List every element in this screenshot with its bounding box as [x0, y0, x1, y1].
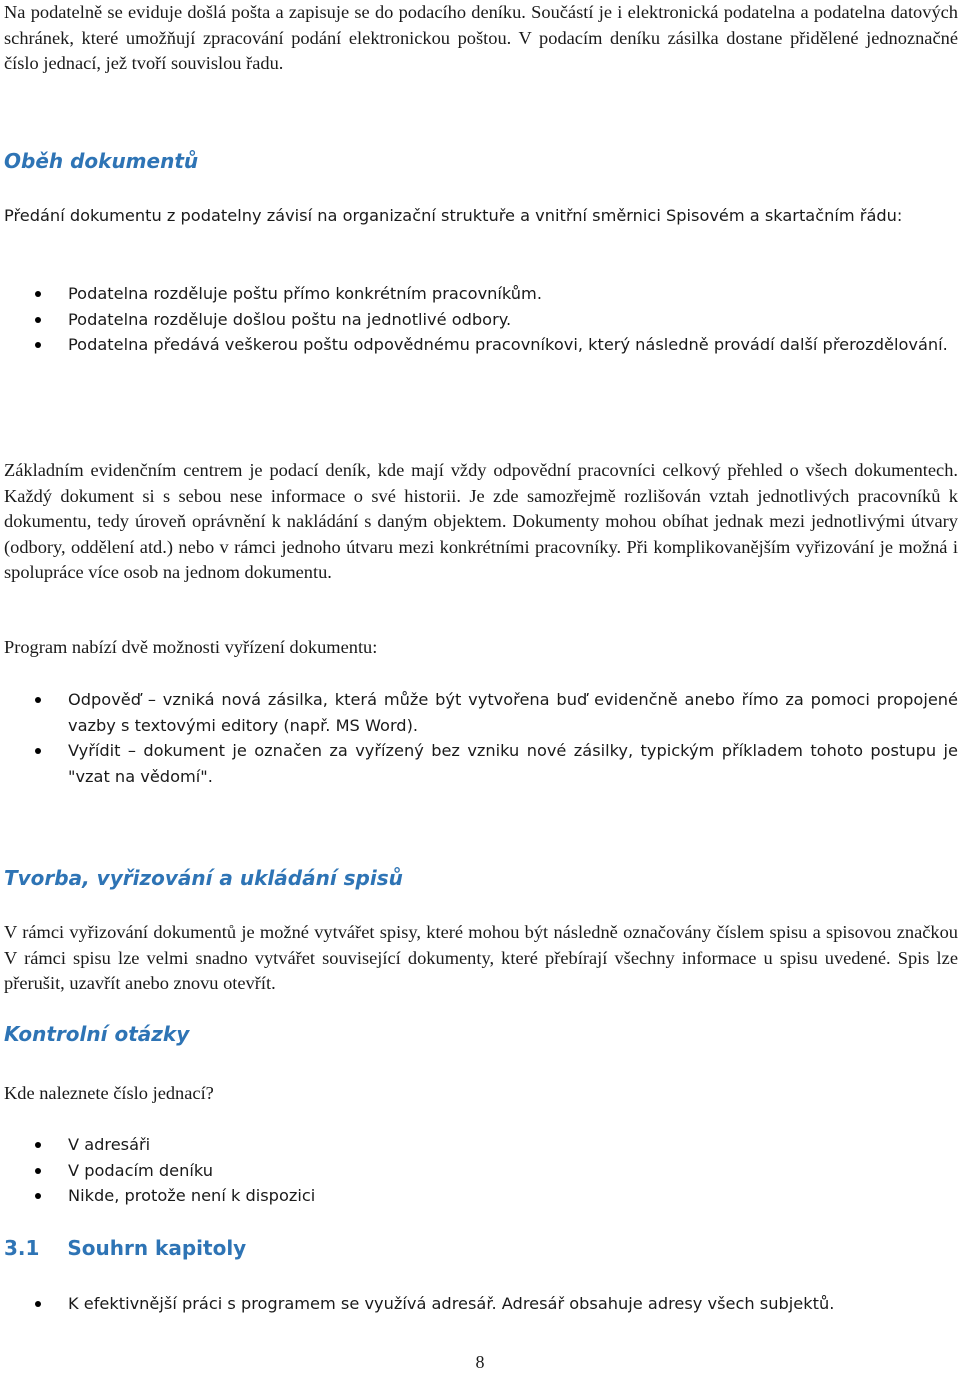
souhrn-bullet-list — [4, 1291, 958, 1317]
page-number: 8 — [475, 1352, 485, 1372]
bullet-icon — [35, 1301, 41, 1307]
obeh-paragraph: Předání dokumentu z podatelny závisí na organizační struktuře a vnitřní směrnici Spisovém a skartačním řádu: — [4, 206, 903, 225]
list-item: Odpověď – vzniká nová zásilka, která může být vytvořena buď evidenčně anebo římo za pomoci propojené vazby s textovými editory (např. MS Word). — [4, 687, 958, 738]
obeh-bullet-list — [4, 281, 958, 358]
evidence-paragraph: Základním evidenčním centrem je podací deník, kde mají vždy odpovědní pracovníci celkový přehled o všech dokumentech. Každý dokument si s sebou nese informace o své historii. Je zde samozřejmě rozlišován vztah jednotlivých pracovníků k dokumentu, tedy úroveň oprávnění k nakládání s daným objektem. Dokumenty mohou obíhat jednak mezi jednotlivými útvary (odbory, oddělení atd.) nebo v rámci jednoho útvaru mezi konkrétními pracovníky. Při komplikovanějším vyřizování je možná i spolupráce více osob na jednom dokumentu. — [4, 460, 958, 583]
options-intro-paragraph: Program nabízí dvě možnosti vyřízení dokumentu: — [4, 637, 378, 657]
heading-tvorba-spisu: Tvorba, vyřizování a ukládání spisů — [4, 866, 403, 890]
list-item: Podatelna rozděluje došlou poštu na jednotlivé odbory. — [4, 307, 958, 333]
heading-obeh-dokumentu: Oběh dokumentů — [4, 149, 199, 173]
bullet-icon — [35, 697, 41, 703]
list-item: K efektivnější práci s programem se využívá adresář. Adresář obsahuje adresy všech subjektů. — [4, 1291, 958, 1317]
options-bullet-list — [4, 687, 958, 789]
list-item: V podacím deníku — [4, 1158, 958, 1184]
bullet-icon — [35, 291, 41, 297]
answers-list — [4, 1132, 958, 1209]
bullet-icon — [35, 1142, 41, 1148]
bullet-icon — [35, 1193, 41, 1199]
heading-kontrolni-otazky: Kontrolní otázky — [4, 1022, 190, 1046]
bullet-icon — [35, 342, 41, 348]
intro-paragraph: Na podatelně se eviduje došlá pošta a zapisuje se do podacího deníku. Součástí je i elektronická podatelna a podatelna datových schránek, které umožňují zpracování podání elektronickou poštou. V podacím deníku zásilka dostane přidělené jednoznačné číslo jednací, jež tvoří souvislou řadu. — [4, 2, 958, 74]
tvorba-paragraph: V rámci vyřizování dokumentů je možné vytvářet spisy, které mohou být následně označovány číslem spisu a spisovou značkou V rámci spisu lze velmi snadno vytvářet související dokumenty, které přebírají všechny informace u spisu uvedené. Spis lze přerušit, uzavřít anebo znovu otevřít. — [4, 922, 958, 994]
bullet-icon — [35, 1168, 41, 1174]
bullet-icon — [35, 317, 41, 323]
list-item: V adresáři — [4, 1132, 958, 1158]
section-title: Souhrn kapitoly — [67, 1236, 247, 1260]
list-item: Vyřídit – dokument je označen za vyřízený bez vzniku nové zásilky, typickým příkladem tohoto postupu je "vzat na vědomí". — [4, 738, 958, 789]
section-number: 3.1 — [4, 1236, 40, 1260]
heading-souhrn-kapitoly — [4, 1236, 958, 1260]
list-item: Podatelna předává veškerou poštu odpovědnému pracovníkovi, který následně provádí další přerozdělování. — [4, 332, 958, 358]
question-text: Kde naleznete číslo jednací? — [4, 1083, 214, 1103]
bullet-icon — [35, 748, 41, 754]
list-item: Nikde, protože není k dispozici — [4, 1183, 958, 1209]
list-item: Podatelna rozděluje poštu přímo konkrétním pracovníkům. — [4, 281, 958, 307]
